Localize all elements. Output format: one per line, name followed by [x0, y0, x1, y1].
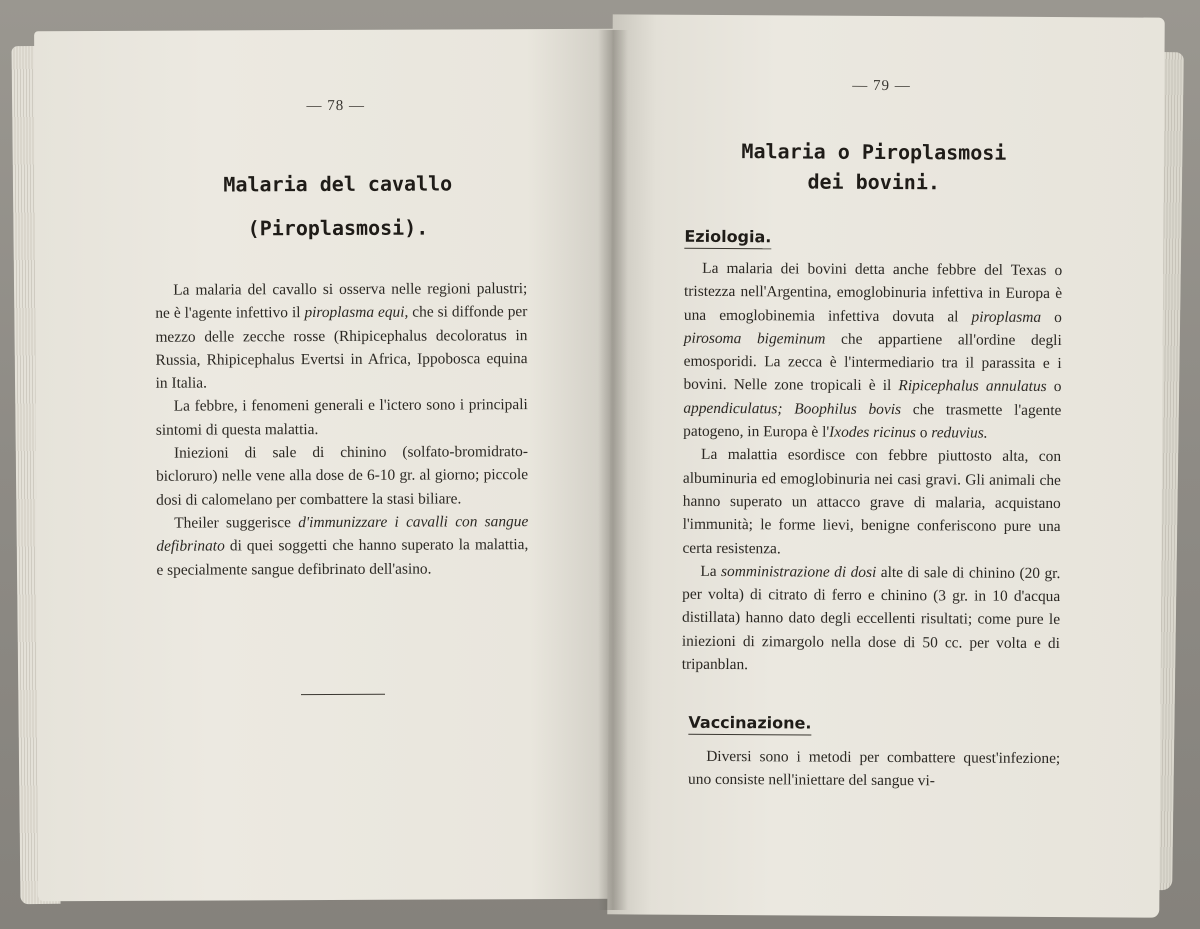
end-rule — [301, 694, 385, 695]
eziologia-body — [682, 257, 1063, 679]
italic-term: reduvius. — [931, 424, 988, 442]
left-page-title-line1: Malaria del cavallo — [223, 171, 453, 197]
paragraph: Theiler suggerisce d'immunizzare i cavalli con sangue defibrinato di quei soggetti che hanno superato la malattia, e specialmente sangue defibrinato dell'asino. — [156, 513, 529, 579]
paragraph: La malaria dei bovini detta anche febbre del Texas o tristezza nell'Argentina, emoglobinuria infettiva in Europa è una emoglobinemia infettiva dovuta al piroplasma o pirosoma bigeminum che appartiene all'ordine degli emosporidi. La zecca è l'intermediario tra il parassita e i bovini. Nelle zone tropicali è il Ripicephalus annulatus o appendiculatus; Boophilus bovis che trasmette l'agente patogeno, in Europa è l'Ixodes ricinus o reduvius. — [683, 259, 1063, 442]
paragraph: Diversi sono i metodi per combattere quest'infezione; uno consiste nell'iniettare del sangue vi- — [688, 747, 1061, 790]
italic-term: pirosoma bigeminum — [683, 329, 826, 348]
paragraph: La somministrazione di dosi alte di sale di chinino (20 gr. per volta) di citrato di ferro e chinino (3 gr. in 10 d'acqua distillata) hanno dato degli eccellenti risultati; come pure le iniezioni di zimargolo nella dose di 50 cc. per volta e di tripanblan. — [681, 562, 1061, 674]
left-page-body — [155, 277, 528, 581]
left-page-number: — 78 — — [306, 97, 365, 115]
italic-term: appendiculatus; Boophilus bovis — [683, 399, 902, 418]
right-page-title-line2: dei bovini. — [807, 169, 941, 195]
italic-term: d'immunizzare i cavalli con sangue defibrinato — [156, 513, 529, 556]
right-page-title-line1: Malaria o Piroplasmosi — [741, 139, 1007, 165]
paragraph: La malaria del cavallo si osserva nelle regioni palustri; ne è l'agente infettivo il piroplasma equi, che si diffonde per mezzo delle zecche rosse (Rhipicephalus decoloratus in Russia, Rhipicephalus Evertsi in Africa, Ippobosca equina in Italia. — [155, 280, 528, 392]
italic-term: piroplasma equi — [304, 303, 405, 322]
paragraph: La malattia esordisce con febbre piuttosto alta, con albuminuria ed emoglobinuria nei casi gravi. Gli animali che hanno superato un attacco grave di malaria, acquistano l'immunità; le forme lievi, benigne conferiscono pure una certa resistenza. — [682, 446, 1062, 557]
vaccinazione-body — [688, 745, 1060, 794]
section-title-eziologia: Eziologia. — [684, 227, 771, 250]
right-page-number: — 79 — — [852, 77, 911, 95]
left-page — [34, 29, 618, 902]
italic-term: piroplasma — [971, 308, 1042, 326]
section-title-vaccinazione: Vaccinazione. — [688, 713, 811, 736]
paragraph: Iniezioni di sale di chinino (solfato-bromidrato-bicloruro) nelle vene alla dose de 6-10 gr. al giorno; piccole dosi di calomelano per combattere la stasi biliare. — [156, 443, 529, 509]
italic-term: somministrazione di dosi — [721, 562, 877, 581]
right-page — [607, 14, 1164, 917]
left-page-title-line2: (Piroplasmosi). — [247, 215, 429, 241]
paragraph: La febbre, i fenomeni generali e l'ictero sono i principali sintomi di questa malattia. — [155, 396, 528, 439]
italic-term: Ripicephalus annulatus — [898, 377, 1047, 396]
italic-term: Ixodes ricinus — [829, 423, 916, 442]
